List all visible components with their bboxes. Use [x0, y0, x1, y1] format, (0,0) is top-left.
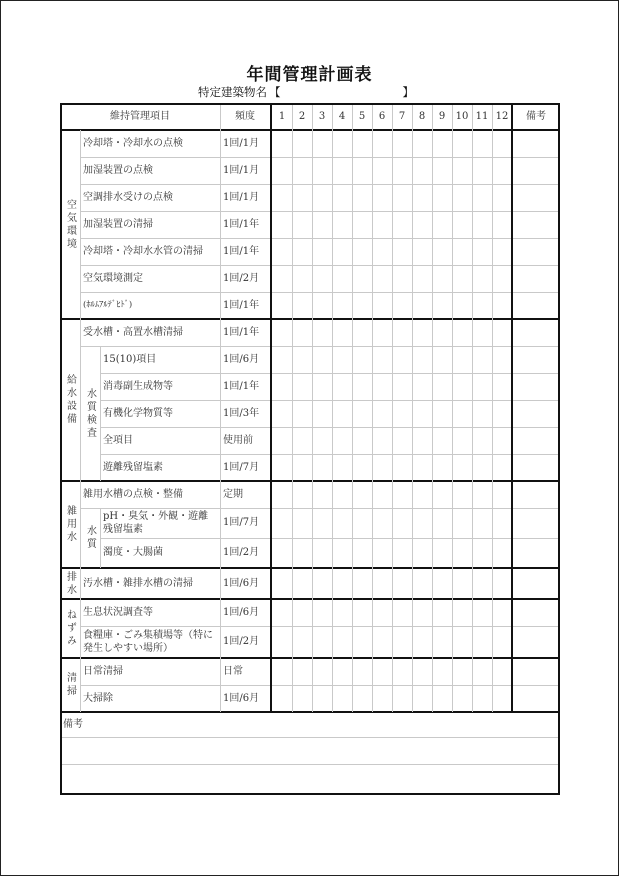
row-item-label: 消毒副生成物等	[103, 380, 173, 392]
row-item-label: 食糧庫・ごみ集積場等（特に発生しやすい場所）	[83, 629, 213, 654]
page-title: 年間管理計画表	[246, 65, 373, 85]
row-frequency: 1回/6月	[223, 606, 260, 618]
row-frequency: 1回/1年	[223, 299, 260, 311]
row-frequency: 1回/6月	[223, 353, 260, 365]
row-item-label: 冷却塔・冷却水の点検	[83, 137, 183, 149]
row-item-label: 加湿装置の清掃	[83, 218, 153, 230]
month-header: 7	[398, 110, 406, 122]
header-item: 維持管理項目	[110, 110, 170, 122]
row-frequency: 1回/2月	[223, 547, 260, 559]
header-frequency: 頻度	[235, 110, 255, 122]
month-header: 1	[278, 110, 286, 122]
row-frequency: 1回/1年	[223, 218, 260, 230]
row-item-label: 大掃除	[83, 692, 113, 704]
group-cleaning: 清掃	[64, 672, 76, 698]
row-frequency: 定期	[223, 488, 243, 500]
row-frequency: 1回/1月	[223, 137, 260, 149]
row-frequency: 1回/7月	[223, 517, 260, 529]
group-water-supply: 給水設備	[64, 374, 76, 426]
row-frequency: 1回/1月	[223, 164, 260, 176]
group-drain: 排水	[64, 570, 76, 597]
month-header: 11	[475, 110, 489, 122]
month-header: 5	[358, 110, 366, 122]
row-item-label: pH・臭気・外観・遊離残留塩素	[103, 510, 209, 535]
row-item-label: 生息状況調査等	[83, 606, 153, 618]
group-water-quality: 水質検査	[84, 387, 96, 440]
building-name-line	[198, 84, 414, 100]
month-header: 9	[438, 110, 446, 122]
header-remarks: 備考	[526, 110, 546, 122]
row-frequency: 1回/1年	[223, 326, 260, 338]
row-frequency: 1回/6月	[223, 692, 260, 704]
row-frequency: 1回/7月	[223, 461, 260, 473]
month-header: 6	[378, 110, 386, 122]
row-frequency: 1回/3年	[223, 407, 260, 419]
row-item-label: 加湿装置の点検	[83, 164, 153, 176]
open-bracket: 【	[269, 85, 281, 99]
row-item-label: 全項目	[103, 434, 133, 446]
month-header: 4	[338, 110, 346, 122]
month-header: 2	[298, 110, 306, 122]
row-item-label: 日常清掃	[83, 665, 123, 677]
row-item-label: 15(10)項目	[103, 353, 157, 365]
row-frequency: 1回/2月	[223, 636, 260, 648]
row-item-label: 有機化学物質等	[103, 407, 173, 419]
row-item-label: 空気環境測定	[83, 272, 143, 284]
group-air: 空気環境	[64, 198, 76, 251]
row-frequency: 1回/2月	[223, 272, 260, 284]
row-item-label: 雑用水槽の点検・整備	[83, 488, 183, 500]
close-bracket: 】	[402, 85, 414, 99]
building-name-label: 特定建築物名	[198, 85, 267, 99]
row-frequency: 1回/6月	[223, 577, 260, 589]
row-item-label: (ﾎﾙﾑｱﾙﾃﾞﾋﾄﾞ)	[83, 299, 133, 310]
row-frequency: 使用前	[223, 434, 253, 446]
group-pest: ねずみ	[64, 609, 76, 648]
notes-label: 備考	[63, 719, 83, 731]
row-frequency: 日常	[223, 665, 243, 677]
row-item-label: 受水槽・高置水槽清掃	[83, 326, 183, 338]
month-header: 3	[318, 110, 326, 122]
row-item-label: 空調排水受けの点検	[83, 191, 173, 203]
month-header: 10	[455, 110, 469, 122]
row-frequency: 1回/1月	[223, 191, 260, 203]
row-item-label: 濁度・大腸菌	[103, 547, 163, 559]
plan-table	[60, 103, 560, 795]
row-item-label: 遊離残留塩素	[103, 461, 163, 473]
month-header: 8	[418, 110, 426, 122]
group-misc-water-quality: 水質	[84, 525, 96, 551]
row-item-label: 汚水槽・雑排水槽の清掃	[83, 577, 193, 589]
row-item-label: 冷却塔・冷却水水管の清掃	[83, 245, 203, 257]
row-frequency: 1回/1年	[223, 245, 260, 257]
month-header: 12	[495, 110, 509, 122]
group-misc-water: 雑用水	[64, 505, 76, 544]
table-border	[60, 103, 560, 795]
row-frequency: 1回/1年	[223, 380, 260, 392]
